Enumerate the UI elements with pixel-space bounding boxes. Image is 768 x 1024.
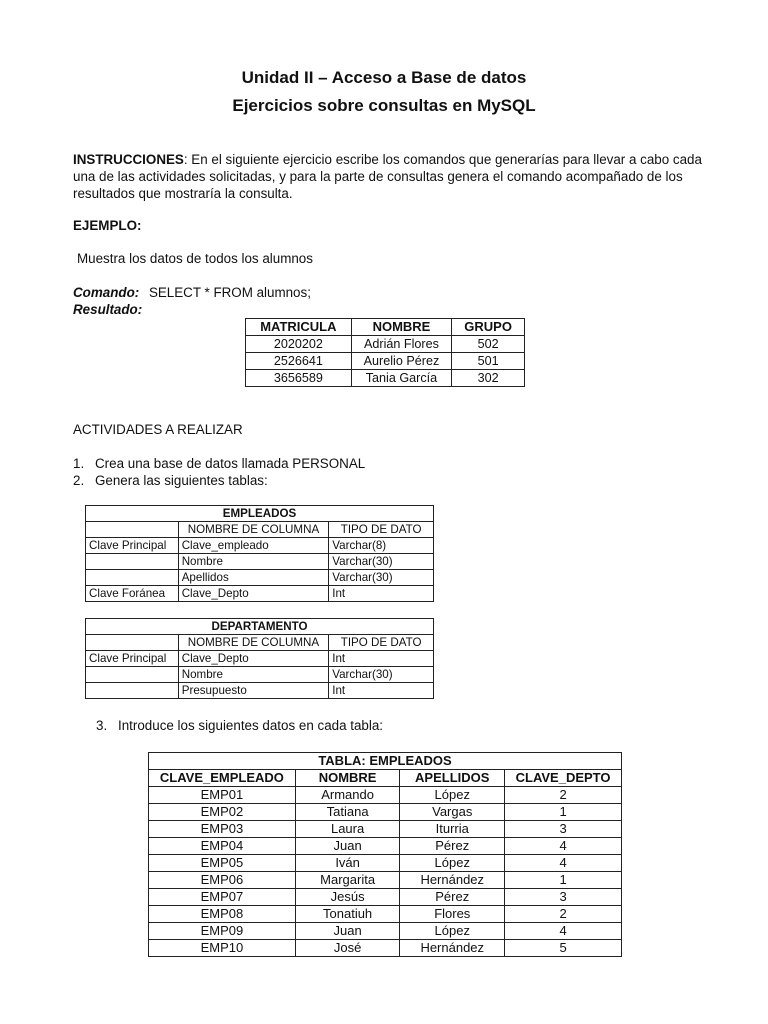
document-subtitle: Ejercicios sobre consultas en MySQL xyxy=(232,96,536,115)
table-caption: DEPARTAMENTO xyxy=(86,619,434,635)
list-item: 1. Crea una base de datos llamada PERSONAL xyxy=(73,456,366,471)
table-cell: 2526641 xyxy=(246,353,352,370)
table-cell: 501 xyxy=(452,353,525,370)
example-result-table xyxy=(245,318,525,387)
column-header: TIPO DE DATO xyxy=(329,635,434,651)
table-row xyxy=(246,336,525,353)
empleados-definition-table xyxy=(85,505,434,602)
table-row xyxy=(246,370,525,387)
table-row: EMP07 Jesús Pérez 3 xyxy=(149,889,622,906)
example-command xyxy=(73,285,311,300)
table-cell: 302 xyxy=(452,370,525,387)
table-cell: Aurelio Pérez xyxy=(351,353,452,370)
table-header-row xyxy=(246,319,525,336)
table-row: EMP01 Armando López 2 xyxy=(149,787,622,804)
table-row: EMP09 Juan López 4 xyxy=(149,923,622,940)
empleados-data-table xyxy=(148,752,622,957)
table-row: EMP08 Tonatiuh Flores 2 xyxy=(149,906,622,923)
instructions-text: : En el siguiente ejercicio escribe los comandos que generarías para llevar a cabo cada una de las actividades solicitadas, y para la parte de consultas genera el comando acompañado de los resultados que mostraría la consulta. xyxy=(73,152,702,201)
table-header-row xyxy=(149,770,622,787)
table-cell: 3656589 xyxy=(246,370,352,387)
list-item: 2. Genera las siguientes tablas: xyxy=(73,473,268,488)
table-cell: 502 xyxy=(452,336,525,353)
table-row: EMP06 Margarita Hernández 1 xyxy=(149,872,622,889)
column-header: NOMBRE xyxy=(351,319,452,336)
column-header: NOMBRE xyxy=(295,770,400,787)
column-header: TIPO DE DATO xyxy=(329,522,434,538)
column-header xyxy=(86,522,179,538)
document-title: Unidad II – Acceso a Base de datos xyxy=(241,68,527,87)
table-row: EMP03 Laura Iturria 3 xyxy=(149,821,622,838)
example-heading: EJEMPLO: xyxy=(73,218,142,233)
result-label: Resultado: xyxy=(73,302,143,317)
column-header xyxy=(86,635,179,651)
column-header: GRUPO xyxy=(452,319,525,336)
table-row: Nombre Varchar(30) xyxy=(86,554,434,570)
table-row: Apellidos Varchar(30) xyxy=(86,570,434,586)
table-row: EMP02 Tatiana Vargas 1 xyxy=(149,804,622,821)
table-cell: 2020202 xyxy=(246,336,352,353)
table-cell: Adrián Flores xyxy=(351,336,452,353)
departamento-definition-table xyxy=(85,618,434,699)
table-row: Clave Principal Clave_empleado Varchar(8) xyxy=(86,538,434,554)
column-header: NOMBRE DE COLUMNA xyxy=(178,635,329,651)
table-row: Clave Foránea Clave_Depto Int xyxy=(86,586,434,602)
table-row: EMP10 José Hernández 5 xyxy=(149,940,622,957)
table-caption: EMPLEADOS xyxy=(86,506,434,522)
instructions-block xyxy=(73,151,703,202)
activities-list xyxy=(73,455,365,489)
example-prompt: Muestra los datos de todos los alumnos xyxy=(77,251,313,266)
table-caption: TABLA: EMPLEADOS xyxy=(149,753,622,770)
activity-3: 3. Introduce los siguientes datos en cada tabla: xyxy=(96,718,384,733)
command-label: Comando: xyxy=(73,285,140,300)
table-row xyxy=(246,353,525,370)
table-row: Presupuesto Int xyxy=(86,683,434,699)
table-row: Clave Principal Clave_Depto Int xyxy=(86,651,434,667)
column-header: NOMBRE DE COLUMNA xyxy=(178,522,329,538)
column-header: APELLIDOS xyxy=(400,770,505,787)
activities-heading: ACTIVIDADES A REALIZAR xyxy=(73,422,243,437)
command-text: SELECT * FROM alumnos; xyxy=(148,285,311,300)
table-row: EMP04 Juan Pérez 4 xyxy=(149,838,622,855)
column-header: CLAVE_EMPLEADO xyxy=(149,770,296,787)
column-header: MATRICULA xyxy=(246,319,352,336)
column-header: CLAVE_DEPTO xyxy=(505,770,622,787)
table-cell: Tania García xyxy=(351,370,452,387)
instructions-label: INSTRUCCIONES xyxy=(73,152,184,167)
table-row: Nombre Varchar(30) xyxy=(86,667,434,683)
table-row: EMP05 Iván López 4 xyxy=(149,855,622,872)
